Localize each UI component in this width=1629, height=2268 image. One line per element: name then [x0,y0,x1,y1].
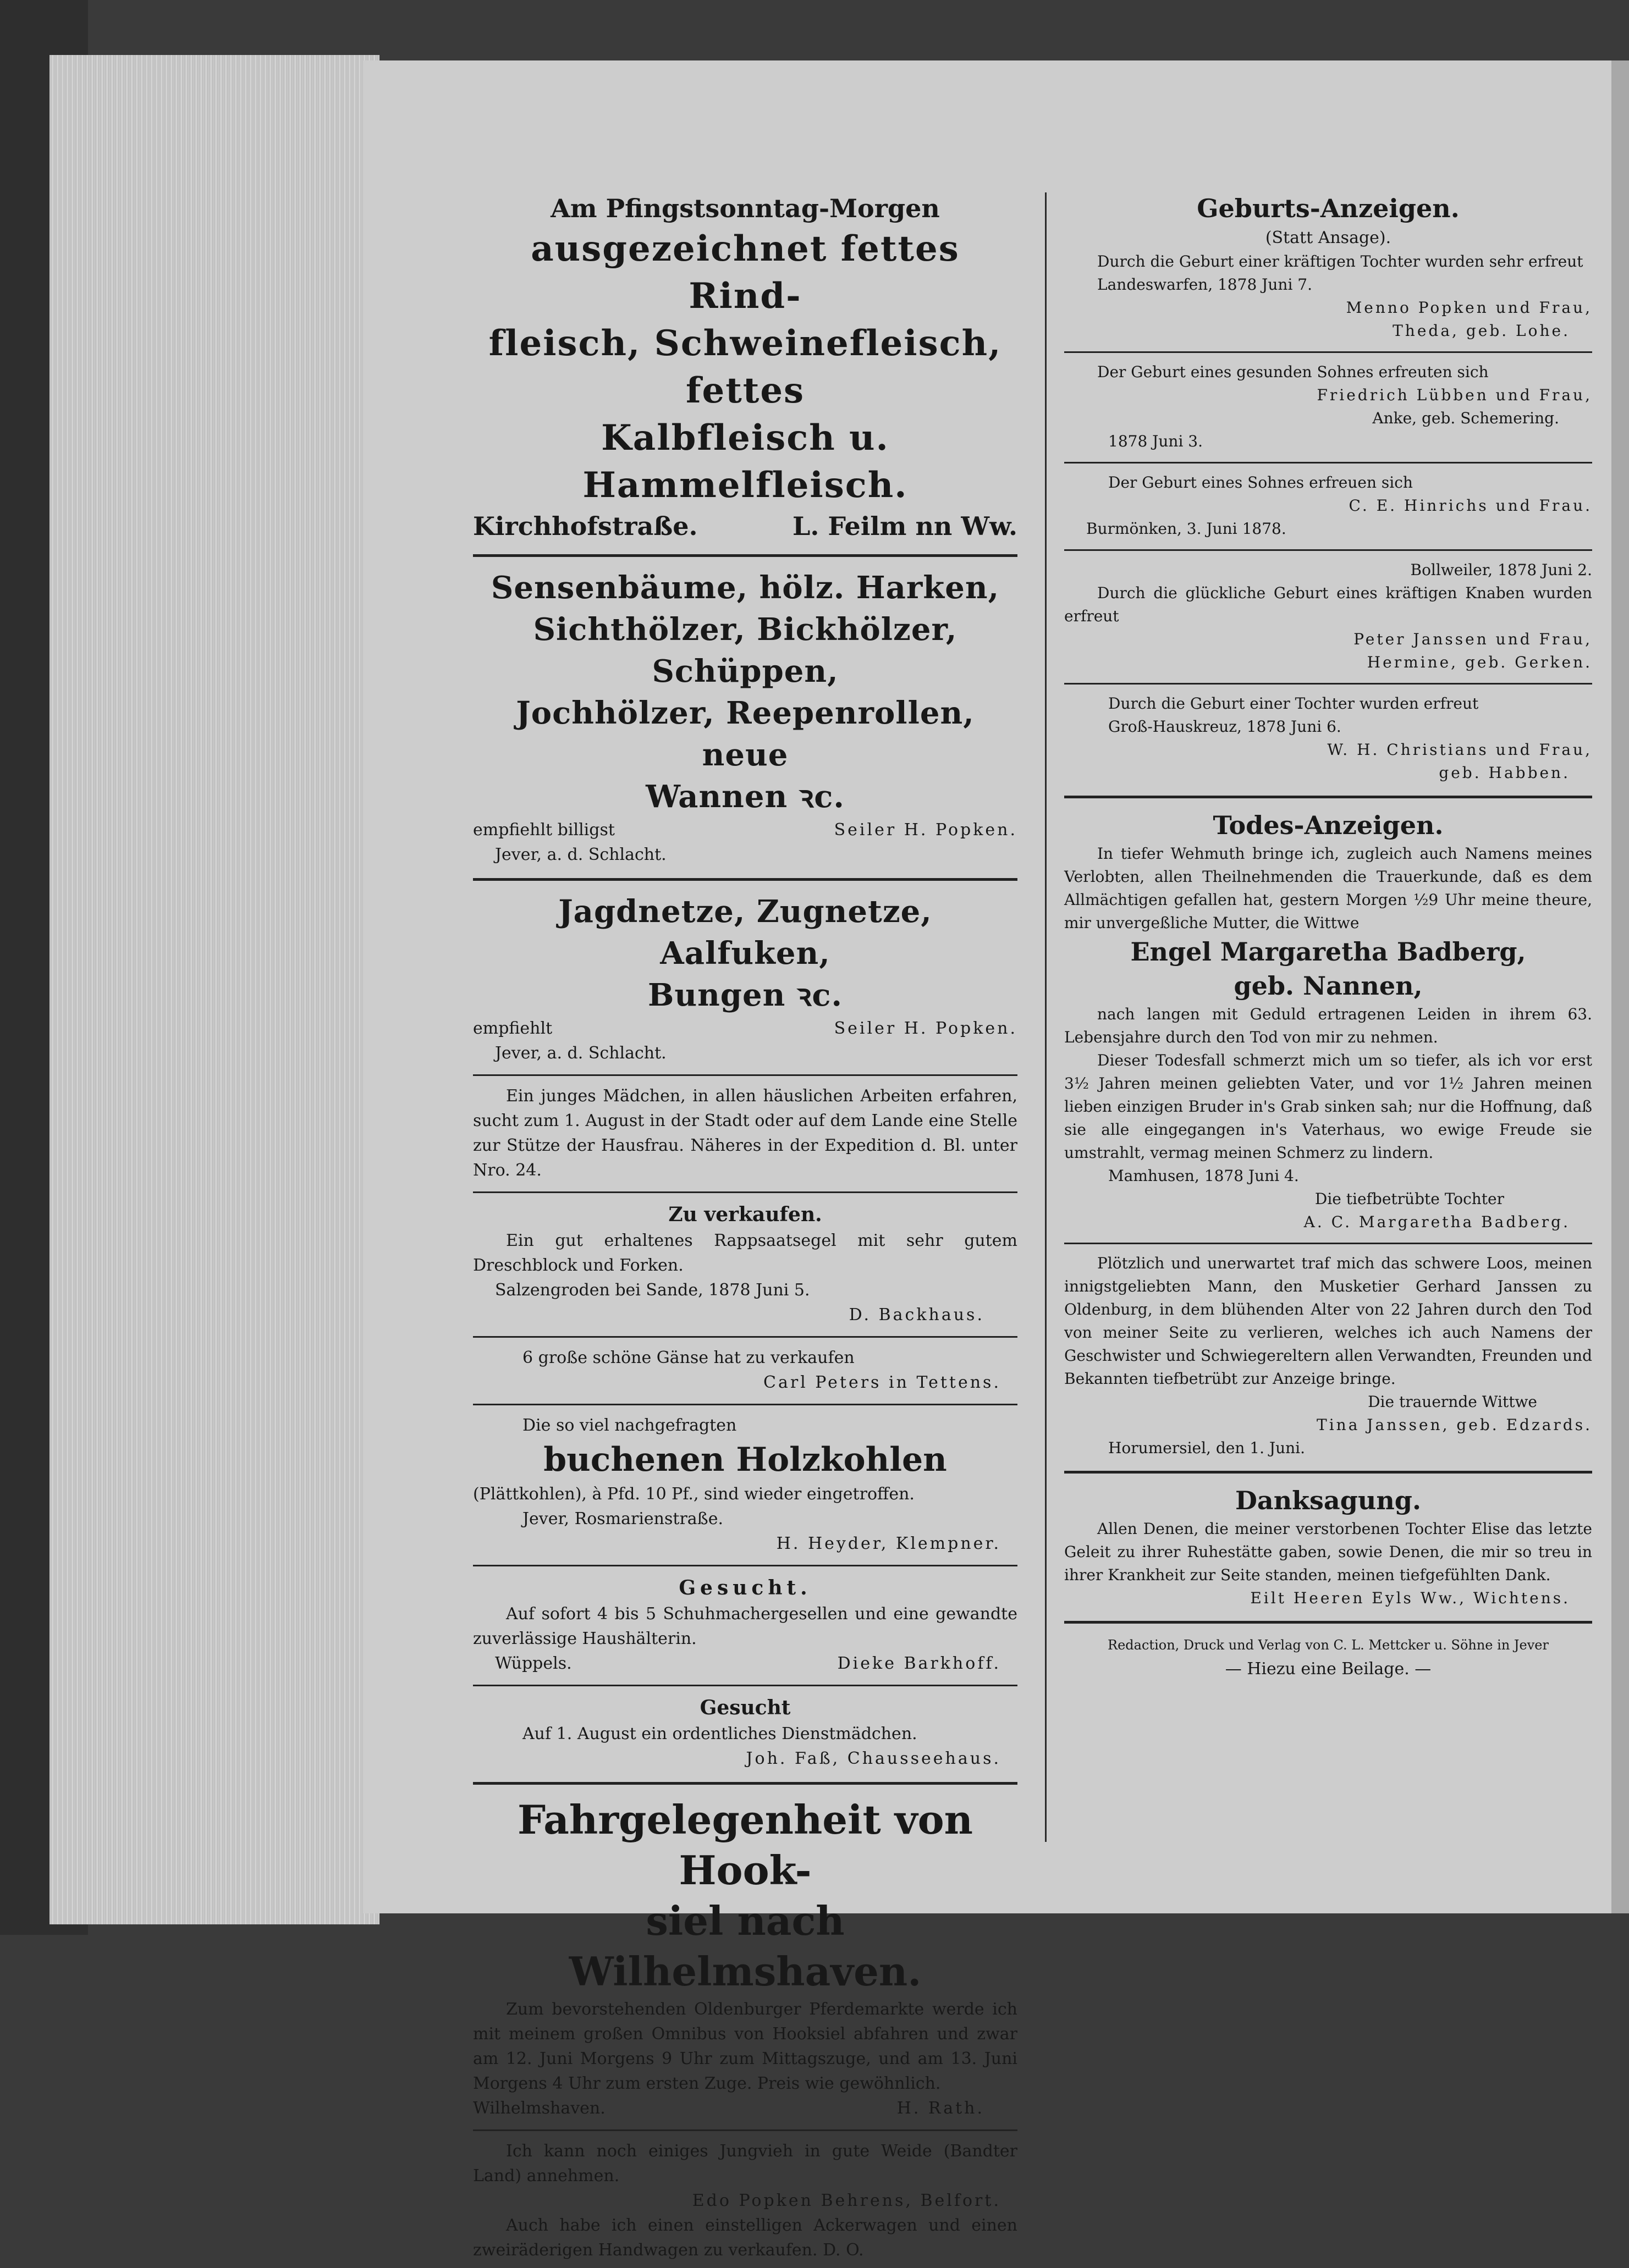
birth1-sig2: Theda, geb. Lohe. [1393,322,1570,340]
birth4-sig1: Peter Janssen und Frau, [1353,630,1592,648]
ad-nets-signature: Seiler H. Popken. [834,1019,1017,1038]
birth4 [1064,554,1592,680]
birth2-text: Der Geburt eines gesunden Sohnes erfreuten sich [1097,363,1489,381]
birth2-sig2: Anke, geb. Schemering. [1372,409,1559,427]
divider [1064,796,1592,798]
ad-sale-heading: Zu verkaufen. [668,1203,822,1226]
ad-geese-text: 6 große schöne Gänse hat zu verkaufen [522,1348,855,1367]
death1-name1: Engel Margaretha Badberg, [1130,937,1526,967]
ad-tools [473,562,1017,873]
ad-charcoal [473,1409,1017,1561]
column-divider [1045,192,1047,1842]
ad-meat [473,187,1017,549]
divider [473,2129,1017,2131]
divider [1064,1471,1592,1474]
ad-omnibus-footer [473,2096,1017,2121]
ad-omnibus [473,1790,1017,2126]
ad-omnibus-signature: H. Rath. [896,2099,984,2118]
divider [1064,462,1592,463]
next-page-edge [1611,60,1629,1913]
ad-maid [473,1079,1017,1188]
left-column [473,187,1017,2268]
birth3 [1064,467,1592,546]
ad-servant-signature: Joh. Faß, Chausseehaus. [746,1749,1001,1768]
births-heading: Geburts-Anzeigen. [1197,194,1460,223]
ad-pasture-signature: Edo Popken Behrens, Belfort. [692,2191,1001,2210]
death2-place: Horumersiel, den 1. Juni. [1108,1439,1306,1457]
death1-place: Mamhusen, 1878 Juni 4. [1108,1167,1299,1185]
ad-wanted-shoemakers [473,1570,1017,1681]
thanks-heading: Danksagung. [1235,1486,1421,1515]
ad-omnibus-line2: siel nach Wilhelmshaven. [569,1897,922,1995]
ad-tools-place: Jever, a. d. Schlacht. [495,845,667,864]
ad-meat-line2: ausgezeichnet fettes Rind- [531,228,960,317]
birth5-place: Groß-Hauskreuz, 1878 Juni 6. [1108,718,1341,736]
ad-sale [473,1196,1017,1333]
divider [473,1685,1017,1686]
deaths-heading: Todes-Anzeigen. [1213,810,1444,840]
birth4-sig2: Hermine, geb. Gerken. [1367,653,1592,671]
ad-pasture [473,2134,1017,2268]
divider [473,1565,1017,1566]
divider [1064,683,1592,685]
thanks-text: Allen Denen, die meiner verstorbenen Tochter Elise das letzte Geleit zu ihrer Ruhestätte gaben, sowie Denen, die mir so treu in ihrer Krankheit zur Seite standen, meinen tiefgefühlten Dank. [1064,1520,1592,1584]
ad-charcoal-heading: buchenen Holzkohlen [543,1441,947,1479]
death1-sig1: Die tiefbetrübte Tochter [1314,1190,1504,1208]
divider [1064,1243,1592,1244]
ad-charcoal-signature: H. Heyder, Klempner. [776,1534,1001,1553]
ad-meat-line1: Am Pfingstsonntag-Morgen [551,194,940,223]
death2 [1064,1248,1592,1465]
birth3-text: Der Geburt eines Sohnes erfreuen sich [1108,473,1413,492]
death1-text3: Dieser Todesfall schmerzt mich um so tiefer, als ich vor erst 3½ Jahren meinen geliebten Vater, und vor 1½ Jahren meinen lieben einzigen Bruder in's Grab sinken sah; nur die Hoffnung, daß sie alle eingegangen in's Vaterhaus, wo ewige Freude sie umstrahlt, vermag meinen Schmerz zu lindern. [1064,1051,1592,1162]
birth1-place: Landeswarfen, 1878 Juni 7. [1097,275,1313,294]
ad-wanted-heading: Gesucht. [679,1576,812,1599]
divider [473,554,1017,557]
imprint-line1: Redaction, Druck und Verlag von C. L. Mettcker u. Söhne in Jever [1108,1637,1549,1653]
thanks-signature: Eilt Heeren Eyls Ww., Wichtens. [1250,1589,1570,1607]
ad-tools-line2: Sichthölzer, Bickhölzer, Schüppen, [533,611,957,689]
divider [1064,1621,1592,1624]
death1-text2: nach langen mit Geduld ertragenen Leiden in ihrem 63. Lebensjahre durch den Tod von mir zu nehmen. [1064,1005,1592,1046]
divider [473,878,1017,881]
death1-name2: geb. Nannen, [1234,971,1423,1001]
ad-sale-text: Ein gut erhaltenes Rappsaatsegel mit sehr gutem Dreschblock und Forken. [473,1231,1017,1275]
ad-servant-text: Auf 1. August ein ordentliches Dienstmädchen. [522,1724,917,1743]
ad-omnibus-text: Zum bevorstehenden Oldenburger Pferdemarkte werde ich mit meinem großen Omnibus von Hooksiel abfahren und zwar am 12. Juni Morgens 9 Uhr zum Mittagszuge, und am 13. Juni Morgens 4 Uhr zum ersten Zuge. Preis wie gewöhnlich. [473,2000,1017,2093]
ad-meat-signature: L. Feilm nn Ww. [793,511,1017,541]
ad-sale-signature: D. Backhaus. [849,1305,984,1325]
birth2-sig1: Friedrich Lübben und Frau, [1317,386,1592,404]
divider [473,1782,1017,1785]
ad-meat-line3: fleisch, Schweinefleisch, fettes [488,323,1002,411]
birth3-sig: C. E. Hinrichs und Frau. [1349,496,1592,515]
deaths-section [1064,804,1592,1239]
ad-geese [473,1341,1017,1400]
births-section [1064,187,1592,348]
ad-tools-line4: Wannen ꝛc. [646,779,845,815]
birth3-place: Burmönken, 3. Juni 1878. [1086,520,1286,538]
divider [473,1404,1017,1405]
death2-sig2: Tina Janssen, geb. Edzards. [1317,1416,1592,1434]
book-page-edges [49,55,379,1924]
birth2 [1064,356,1592,459]
ad-tools-line1: Sensenbäume, hölz. Harken, [491,570,1000,606]
ad-nets-sub [473,1016,1017,1041]
divider [473,1074,1017,1076]
imprint-line2: — Hiezu eine Beilage. — [1225,1659,1432,1679]
imprint [1064,1629,1592,1687]
death1-sig2: A. C. Margaretha Badberg. [1303,1213,1570,1231]
ad-geese-signature: Carl Peters in Tettens. [763,1373,1001,1392]
death1-text1: In tiefer Wehmuth bringe ich, zugleich auch Namens meines Verlobten, allen Theilnehmenden die Trauerkunde, daß es dem Allmächtigen gefallen hat, gestern Morgen ½9 Uhr meine theure, mir unvergeßliche Mutter, die Wittwe [1064,845,1592,932]
ad-sale-place: Salzengroden bei Sande, 1878 Juni 5. [495,1281,810,1300]
ad-charcoal-place: Jever, Rosmarienstraße. [522,1509,723,1528]
ad-omnibus-line1: Fahrgelegenheit von Hook- [518,1796,973,1894]
ad-nets-sub-left: empfiehlt [473,1019,553,1038]
ad-pasture-text2: Auch habe ich einen einstelligen Ackerwagen und einen zweiräderigen Handwagen zu verkaufen. D. O. [473,2216,1017,2260]
ad-maid-text: Ein junges Mädchen, in allen häuslichen Arbeiten erfahren, sucht zum 1. August in der Stadt oder auf dem Lande eine Stelle zur Stütze der Hausfrau. Näheres in der Expedition d. Bl. unter Nro. 24. [473,1086,1017,1180]
ad-pasture-text: Ich kann noch einiges Jungvieh in gute Weide (Bandter Land) annehmen. [473,2142,1017,2186]
ad-wanted-servant [473,1690,1017,1776]
ad-wanted-signature: Dieke Barkhoff. [837,1654,1001,1673]
ad-tools-sub-left: empfiehlt billigst [473,820,615,840]
ad-tools-signature: Seiler H. Popken. [834,820,1017,840]
thanks-section [1064,1479,1592,1615]
divider [1064,549,1592,551]
birth1-sig1: Menno Popken und Frau, [1346,299,1592,317]
divider [1064,351,1592,353]
ad-omnibus-place: Wilhelmshaven. [473,2099,606,2118]
ad-wanted-footer [473,1651,1017,1676]
divider [473,1336,1017,1338]
ad-wanted-place: Wüppels. [495,1654,572,1673]
ad-meat-footer [473,509,1017,543]
ad-meat-line4: Kalbfleisch u. Hammelfleisch. [582,417,908,506]
birth1-text: Durch die Geburt einer kräftigen Tochter wurden sehr erfreut [1097,252,1583,271]
ad-meat-street: Kirchhofstraße. [473,511,698,541]
death2-sig1: Die trauernde Wittwe [1368,1393,1537,1411]
ad-nets [473,886,1017,1071]
ad-charcoal-pre: Die so viel nachgefragten [522,1416,737,1435]
ad-nets-place: Jever, a. d. Schlacht. [495,1044,667,1063]
ad-nets-line1: Jagdnetze, Zugnetze, Aalfuken, [558,893,932,972]
ad-tools-line3: Jochhölzer, Reepenrollen, neue [516,695,975,773]
birth5 [1064,688,1592,790]
ad-nets-line2: Bungen ꝛc. [648,977,843,1013]
birth5-sig2: geb. Habben. [1439,764,1570,782]
birth5-sig1: W. H. Christians und Frau, [1327,741,1592,759]
death2-text: Plötzlich und unerwartet traf mich das schwere Loos, meinen innigstgeliebten Mann, den Musketier Gerhard Janssen zu Oldenburg, in dem blühenden Alter von 22 Jahren durch den Tod von meiner Seite zu verlieren, welches ich auch Namens der Geschwister und Schwiegereltern allen Verwandten, Freunden und Bekannten tiefbetrübt zur Anzeige bringe. [1064,1254,1592,1388]
ad-tools-sub [473,818,1017,842]
birth4-text: Durch die glückliche Geburt eines kräftigen Knaben wurden erfreut [1064,584,1592,625]
birth5-text: Durch die Geburt einer Tochter wurden erfreut [1108,694,1479,713]
birth2-date: 1878 Juni 3. [1108,432,1203,450]
divider [473,1191,1017,1193]
right-column [1064,187,1592,1687]
ad-charcoal-text: (Plättkohlen), à Pfd. 10 Pf., sind wieder eingetroffen. [473,1485,915,1504]
ad-servant-heading: Gesucht [700,1696,791,1719]
birth4-place: Bollweiler, 1878 Juni 2. [1410,561,1592,579]
births-subheading: (Statt Ansage). [1265,228,1391,247]
ad-wanted-text: Auf sofort 4 bis 5 Schuhmachergesellen und eine gewandte zuverlässige Haushälterin. [473,1604,1017,1648]
